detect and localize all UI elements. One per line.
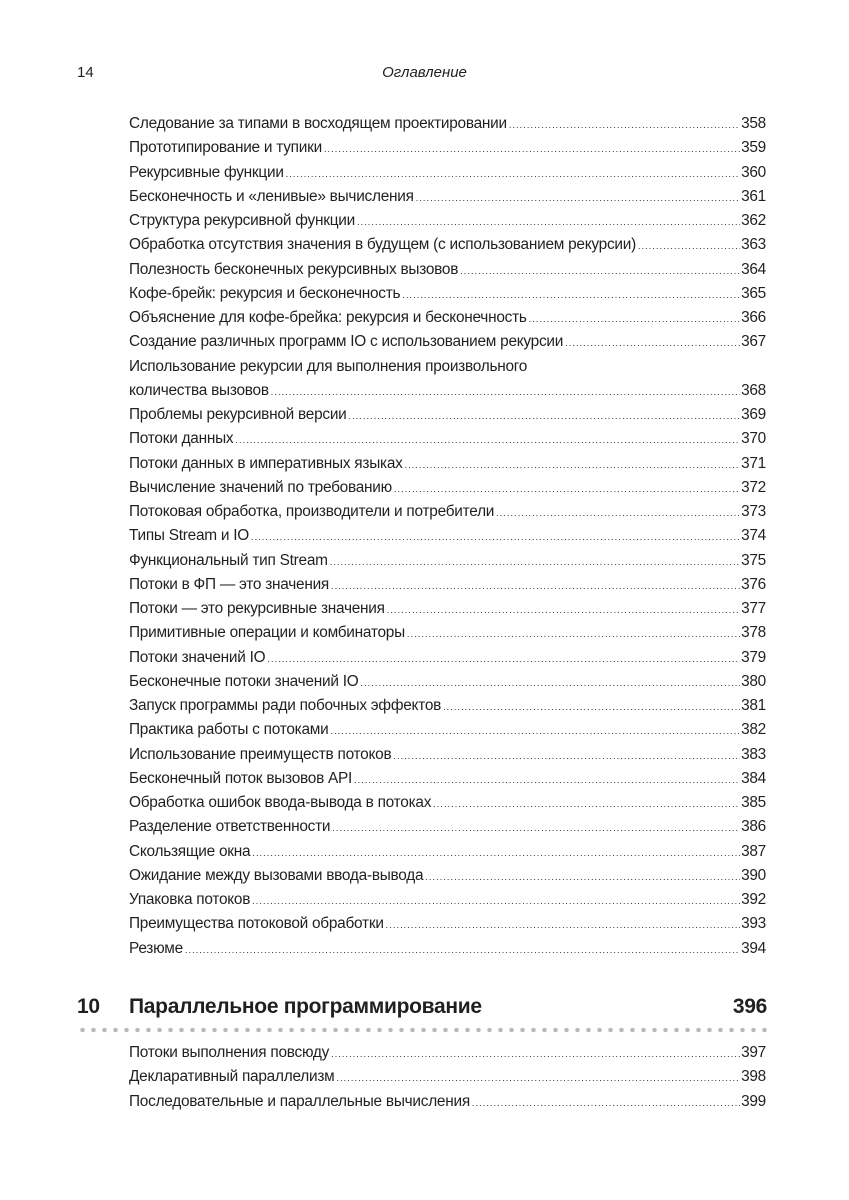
toc-entry-title: Последовательные и параллельные вычисления xyxy=(129,1092,470,1110)
toc-entry[interactable] xyxy=(129,500,766,524)
dot-leader xyxy=(386,913,740,937)
dot-leader xyxy=(324,137,740,161)
dot-leader xyxy=(185,938,740,962)
toc-entry-title: Декларативный параллелизм xyxy=(129,1068,335,1086)
toc-entry-page: 375 xyxy=(741,551,766,569)
toc-entry[interactable] xyxy=(129,355,766,404)
toc-entry-title: Следование за типами в восходящем проектировании xyxy=(129,115,507,132)
toc-entry-page: 376 xyxy=(741,575,766,593)
dot-leader xyxy=(433,792,740,816)
toc-entry[interactable] xyxy=(129,937,766,961)
dot-leader xyxy=(331,574,740,598)
dot-leader xyxy=(357,210,740,234)
toc-entry[interactable] xyxy=(129,621,766,645)
toc-entry[interactable] xyxy=(129,815,766,839)
dot-leader xyxy=(509,113,740,137)
toc-entry-title: Полезность бесконечных рекурсивных вызовов xyxy=(129,260,459,278)
toc-entry-page: 381 xyxy=(741,697,766,715)
toc-entry-page: 394 xyxy=(741,939,766,957)
toc-entry-title: Скользящие окна xyxy=(129,842,251,860)
toc-entry-title: Потоковая обработка, производители и потребители xyxy=(129,503,495,521)
toc-entry-page: 361 xyxy=(741,187,766,205)
toc-entry-title: Функциональный тип Stream xyxy=(129,551,328,569)
toc-entry-page: 360 xyxy=(741,163,766,181)
toc-entry-page: 364 xyxy=(741,260,766,278)
page-number: 14 xyxy=(77,64,94,81)
dot-leader xyxy=(405,453,740,477)
toc-entry-page: 363 xyxy=(741,236,766,254)
toc-entry-page: 380 xyxy=(741,672,766,690)
dot-leader xyxy=(443,695,740,719)
toc-entry-page: 365 xyxy=(741,284,766,302)
toc-entry-title: Рекурсивные функции xyxy=(129,163,284,181)
dot-leader xyxy=(332,816,740,840)
toc-entry[interactable] xyxy=(129,136,766,160)
dot-leader xyxy=(330,719,740,743)
toc-entry-title: Потоки значений IO xyxy=(129,648,266,666)
toc-entry-title: Потоки в ФП — это значения xyxy=(129,575,329,593)
toc-entry-page: 390 xyxy=(741,866,766,884)
toc-entry-title: Прототипирование и тупики xyxy=(129,139,322,157)
toc-entry-title: Запуск программы ради побочных эффектов xyxy=(129,697,442,715)
toc-entry-page: 366 xyxy=(741,309,766,326)
toc-entry[interactable] xyxy=(129,718,766,742)
toc-entry-page: 399 xyxy=(741,1092,766,1110)
toc-entry-page: 369 xyxy=(741,406,766,424)
dot-leader xyxy=(360,671,740,695)
toc-entry[interactable] xyxy=(129,791,766,815)
toc-entry[interactable] xyxy=(129,233,766,257)
dot-leader xyxy=(336,1066,740,1090)
toc-entry-title: Бесконечный поток вызовов API xyxy=(129,769,353,787)
toc-entry-title: Создание различных программ IO с использованием рекурсии xyxy=(129,333,564,351)
toc-entry-title: Ожидание между вызовами ввода-вывода xyxy=(129,866,424,884)
toc-entry[interactable] xyxy=(129,1065,766,1089)
toc-entry[interactable] xyxy=(129,912,766,936)
dot-leader xyxy=(638,234,740,258)
toc-entry-page: 358 xyxy=(741,115,766,132)
dot-leader xyxy=(472,1091,740,1115)
toc-entry[interactable] xyxy=(129,767,766,791)
toc-list xyxy=(129,112,766,961)
toc-entry[interactable] xyxy=(129,258,766,282)
chapter-dotted-rule xyxy=(77,1027,769,1033)
toc-entry-title: Резюме xyxy=(129,939,183,957)
toc-entry[interactable] xyxy=(129,549,766,573)
dot-leader xyxy=(460,259,740,283)
toc-entry[interactable] xyxy=(129,112,766,136)
toc-entry-page: 393 xyxy=(741,915,766,933)
toc-entry[interactable] xyxy=(129,476,766,500)
dot-leader xyxy=(394,477,740,501)
toc-entry-page: 384 xyxy=(741,769,766,787)
toc-entry[interactable] xyxy=(129,330,766,354)
dot-leader xyxy=(235,428,740,452)
toc-entry-page: 359 xyxy=(741,139,766,157)
toc-entry-page: 371 xyxy=(741,454,766,472)
dot-leader xyxy=(565,331,740,355)
toc-entry-title: Типы Stream и IO xyxy=(129,527,249,545)
toc-entry-page: 374 xyxy=(741,527,766,545)
toc-entry[interactable] xyxy=(129,1090,766,1114)
toc-entry-page: 377 xyxy=(741,600,766,618)
dot-leader xyxy=(331,1042,740,1066)
toc-entry[interactable] xyxy=(129,646,766,670)
dot-leader xyxy=(271,380,740,404)
toc-entry-title: Потоки данных xyxy=(129,430,234,448)
toc-entry[interactable] xyxy=(129,670,766,694)
chapter-number: 10 xyxy=(77,995,100,1018)
toc-entry[interactable] xyxy=(129,282,766,306)
running-title: Оглавление xyxy=(382,64,467,81)
toc-entry-title: Объяснение для кофе-брейка: рекурсия и бесконечность xyxy=(129,309,527,326)
dot-leader xyxy=(387,598,740,622)
toc-entry[interactable] xyxy=(129,161,766,185)
toc-entry-title: Бесконечность и «ленивые» вычисления xyxy=(129,187,414,205)
toc-entry-title: Потоки — это рекурсивные значения xyxy=(129,600,385,618)
chapter-toc-list xyxy=(129,1041,766,1114)
dot-leader xyxy=(416,186,740,210)
dot-leader xyxy=(286,162,740,186)
toc-entry[interactable] xyxy=(129,597,766,621)
toc-entry-title: Кофе-брейк: рекурсия и бесконечность xyxy=(129,284,401,302)
toc-entry-page: 385 xyxy=(741,794,766,812)
toc-entry-title: Разделение ответственности xyxy=(129,818,331,836)
toc-entry[interactable] xyxy=(129,840,766,864)
toc-entry-title: Обработка отсутствия значения в будущем (с использованием рекурсии) xyxy=(129,236,636,254)
toc-entry[interactable] xyxy=(129,694,766,718)
dot-leader xyxy=(407,622,740,646)
toc-entry-title: Обработка ошибок ввода-вывода в потоках xyxy=(129,794,432,812)
dot-leader xyxy=(496,501,740,525)
toc-entry-page: 392 xyxy=(741,891,766,909)
toc-entry-title: Потоки данных в императивных языках xyxy=(129,454,403,472)
toc-entry-title: Преимущества потоковой обработки xyxy=(129,915,384,933)
toc-entry-page: 379 xyxy=(741,648,766,666)
toc-entry-page: 370 xyxy=(741,430,766,448)
toc-entry-page: 372 xyxy=(741,478,766,496)
dot-leader xyxy=(425,865,740,889)
dot-leader xyxy=(251,525,740,549)
toc-entry-title: Примитивные операции и комбинаторы xyxy=(129,624,405,642)
toc-entry-title: Проблемы рекурсивной версии xyxy=(129,406,347,424)
toc-entry[interactable] xyxy=(129,743,766,767)
toc-entry[interactable] xyxy=(129,888,766,912)
toc-entry-title: Практика работы с потоками xyxy=(129,721,329,739)
dot-leader xyxy=(354,768,740,792)
toc-entry-page: 382 xyxy=(741,721,766,739)
toc-entry-title: Использование преимуществ потоков xyxy=(129,745,392,763)
dot-leader xyxy=(330,550,740,574)
toc-entry[interactable] xyxy=(129,864,766,888)
toc-entry[interactable] xyxy=(129,452,766,476)
toc-entry-title: Структура рекурсивной функции xyxy=(129,212,355,229)
dot-leader xyxy=(267,647,740,671)
toc-entry-page: 387 xyxy=(741,842,766,860)
toc-entry-page: 378 xyxy=(741,624,766,642)
toc-entry-page: 397 xyxy=(741,1044,766,1061)
chapter-heading[interactable] xyxy=(77,992,767,1022)
toc-entry[interactable] xyxy=(129,185,766,209)
toc-entry[interactable] xyxy=(129,524,766,548)
toc-entry-title: Вычисление значений по требованию xyxy=(129,478,392,496)
toc-entry-title: Упаковка потоков xyxy=(129,891,251,909)
chapter-page: 396 xyxy=(732,995,767,1018)
toc-entry-title: Потоки выполнения повсюду xyxy=(129,1044,330,1061)
dot-leader xyxy=(393,744,740,768)
toc-entry[interactable] xyxy=(129,209,766,233)
toc-entry-page: 386 xyxy=(741,818,766,836)
dot-leader xyxy=(252,841,740,865)
toc-entry[interactable] xyxy=(129,306,766,330)
toc-entry[interactable] xyxy=(129,427,766,451)
dot-leader xyxy=(529,307,740,331)
dot-leader xyxy=(349,404,741,428)
toc-entry-title: Бесконечные потоки значений IO xyxy=(129,672,359,690)
toc-entry[interactable] xyxy=(129,1041,766,1065)
chapter-title: Параллельное программирование xyxy=(129,995,482,1018)
toc-entry-title-line1: Использование рекурсии для выполнения произвольного xyxy=(129,357,528,375)
toc-entry[interactable] xyxy=(129,573,766,597)
dot-leader xyxy=(252,889,740,913)
toc-entry-page: 373 xyxy=(741,503,766,521)
toc-entry-page: 367 xyxy=(741,333,766,351)
toc-entry[interactable] xyxy=(129,403,766,427)
toc-entry-page: 398 xyxy=(741,1068,766,1086)
dot-leader xyxy=(402,283,740,307)
toc-entry-page: 383 xyxy=(741,745,766,763)
toc-entry-title-line2: количества вызовов xyxy=(129,381,269,399)
toc-entry-page: 362 xyxy=(741,212,766,229)
toc-entry-page: 368 xyxy=(741,381,766,399)
